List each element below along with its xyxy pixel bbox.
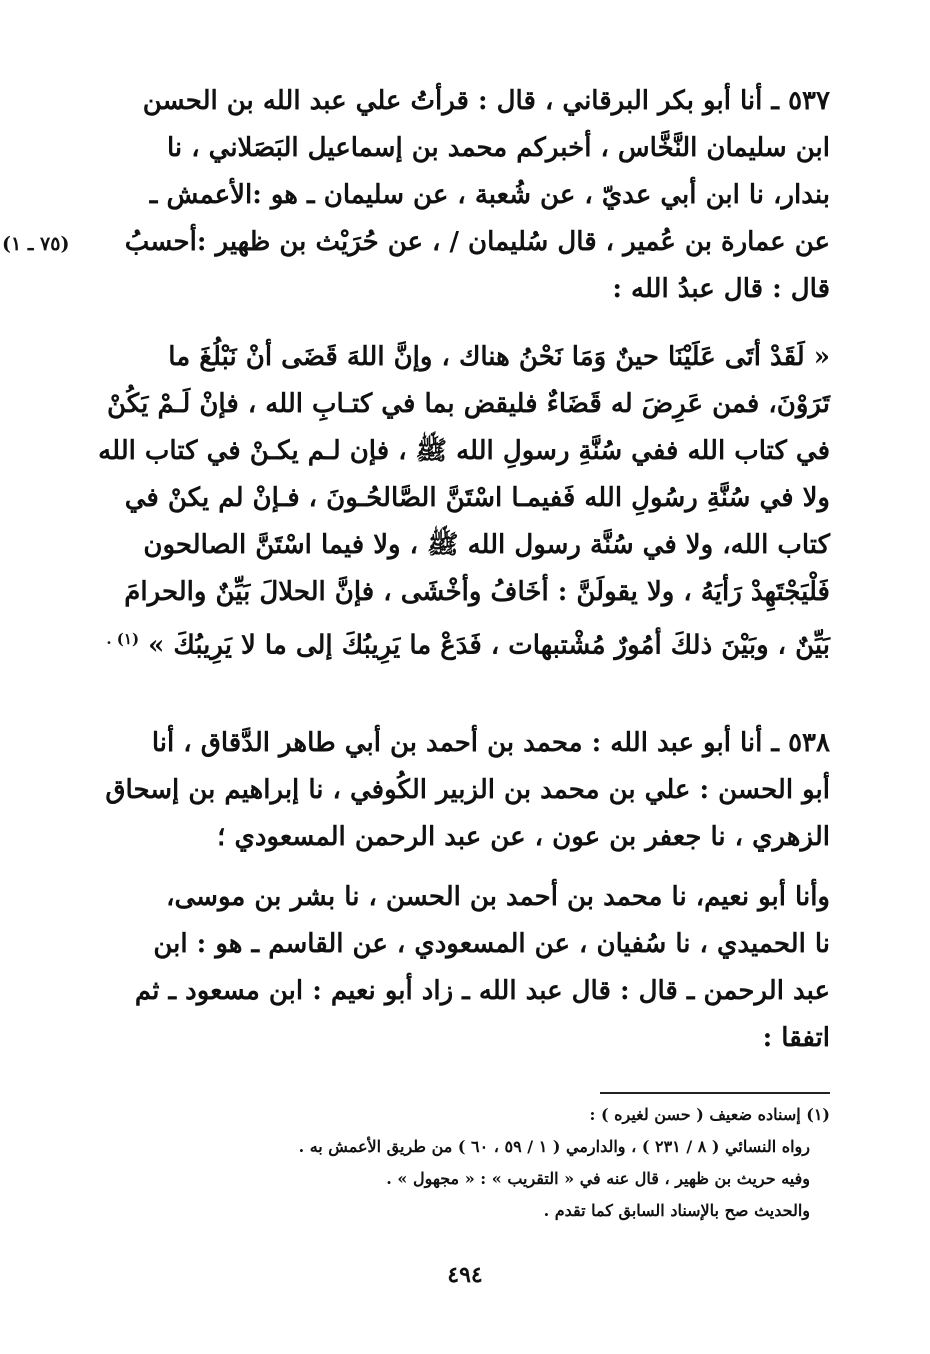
text-line: الزهري ، نا جعفر بن عون ، عن عبد الرحمن المسعودي ؛: [217, 822, 830, 852]
text-line: في كتاب الله ففي سُنَّةِ رسولِ الله ﷺ ، فإن لـم يكـنْ في كتاب الله: [98, 436, 830, 466]
text-line: أبو الحسن : علي بن محمد بن الزبير الكُوفي ، نا إبراهيم بن إسحاق: [105, 775, 830, 805]
text-line: اتفقا :: [762, 1023, 830, 1053]
text-line-with-footnote-ref: [100, 616, 830, 663]
footnote-line: (١) إسناده ضعيف ( حسن لغيره ) :: [589, 1105, 830, 1124]
text-line: ولا في سُنَّةِ رسُولِ الله فَفيمـا اسْتَنَّ الصَّالحُـونَ ، فـإنْ لم يكنْ في: [124, 483, 830, 513]
hadith-quote: [100, 334, 830, 663]
footnote-reference: (١) .: [106, 630, 140, 648]
text-line: « لَقَدْ أتَى عَلَيْنَا حينٌ وَمَا نَحْنُ هناك ، وإنَّ اللهَ قَضَى أنْ نَبْلُغَ ما: [168, 342, 830, 372]
paragraph-538-second-chain: [100, 874, 830, 1062]
text-line: بَيِّنٌ ، وبَيْنَ ذلكَ أمُورٌ مُشْتبهات ، فَدَعْ ما يَرِيبُكَ إلى ما لا يَرِيبُكَ »: [148, 630, 830, 661]
text-line: نا الحميدي ، نا سُفيان ، عن المسعودي ، عن القاسم ـ هو : ابن: [153, 929, 830, 959]
page-number: ٤٩٤: [447, 1262, 483, 1288]
text-line: عن عمارة بن عُمير ، قال سُليمان / ، عن حُرَيْث بن ظهير :أحسبُ: [124, 227, 830, 257]
margin-reference: (٧٥ ـ ١): [2, 233, 70, 255]
footnote-line: وفيه حريث بن ظهير ، قال عنه في « التقريب » : « مجهول » .: [386, 1169, 810, 1188]
footnote-divider: [600, 1092, 830, 1094]
text-line: ٥٣٨ ـ أنا أبو عبد الله : محمد بن أحمد بن أبي طاهر الدَّقاق ، أنا: [151, 728, 830, 758]
text-line: وأنا أبو نعيم، نا محمد بن أحمد بن الحسن ، نا بشر بن موسى،: [166, 882, 830, 912]
text-line: بندار، نا ابن أبي عديّ ، عن شُعبة ، عن سليمان ـ هو :الأعمش ـ: [149, 180, 830, 210]
text-line: عبد الرحمن ـ قال : قال عبد الله ـ زاد أبو نعيم : ابن مسعود ـ ثم: [134, 976, 830, 1006]
paragraph-537: [100, 78, 830, 313]
text-line: فَلْيَجْتَهِدْ رَأيَهُ ، ولا يقولَنَّ : أخَافُ وأخْشَى ، فإنَّ الحلالَ بَيِّنٌ والحرامَ: [124, 577, 830, 607]
footnotes: [130, 1099, 830, 1227]
text-line: ٥٣٧ ـ أنا أبو بكر البرقاني ، قال : قرأتُ علي عبد الله بن الحسن: [142, 86, 830, 116]
footnote-line: والحديث صح بالإسناد السابق كما تقدم .: [543, 1201, 810, 1220]
text-line: كتاب الله، ولا في سُنَّة رسول الله ﷺ ، ولا فيما اسْتَنَّ الصالحون: [143, 530, 830, 560]
text-line: تَرَوْنَ، فمن عَرِضَ له قَضَاءٌ فليقض بما في كتـابِ الله ، فإنْ لَـمْ يَكُنْ: [107, 389, 830, 419]
text-line: ابن سليمان النَّخَّاس ، أخبركم محمد بن إسماعيل البَصَلاني ، نا: [167, 133, 830, 163]
text-line: قال : قال عبدُ الله :: [612, 274, 830, 304]
footnote-line: رواه النسائي ( ٨ / ٢٣١ ) ، والدارمي ( ١ / ٥٩ ، ٦٠ ) من طريق الأعمش به .: [298, 1137, 810, 1156]
paragraph-538: [100, 720, 830, 861]
